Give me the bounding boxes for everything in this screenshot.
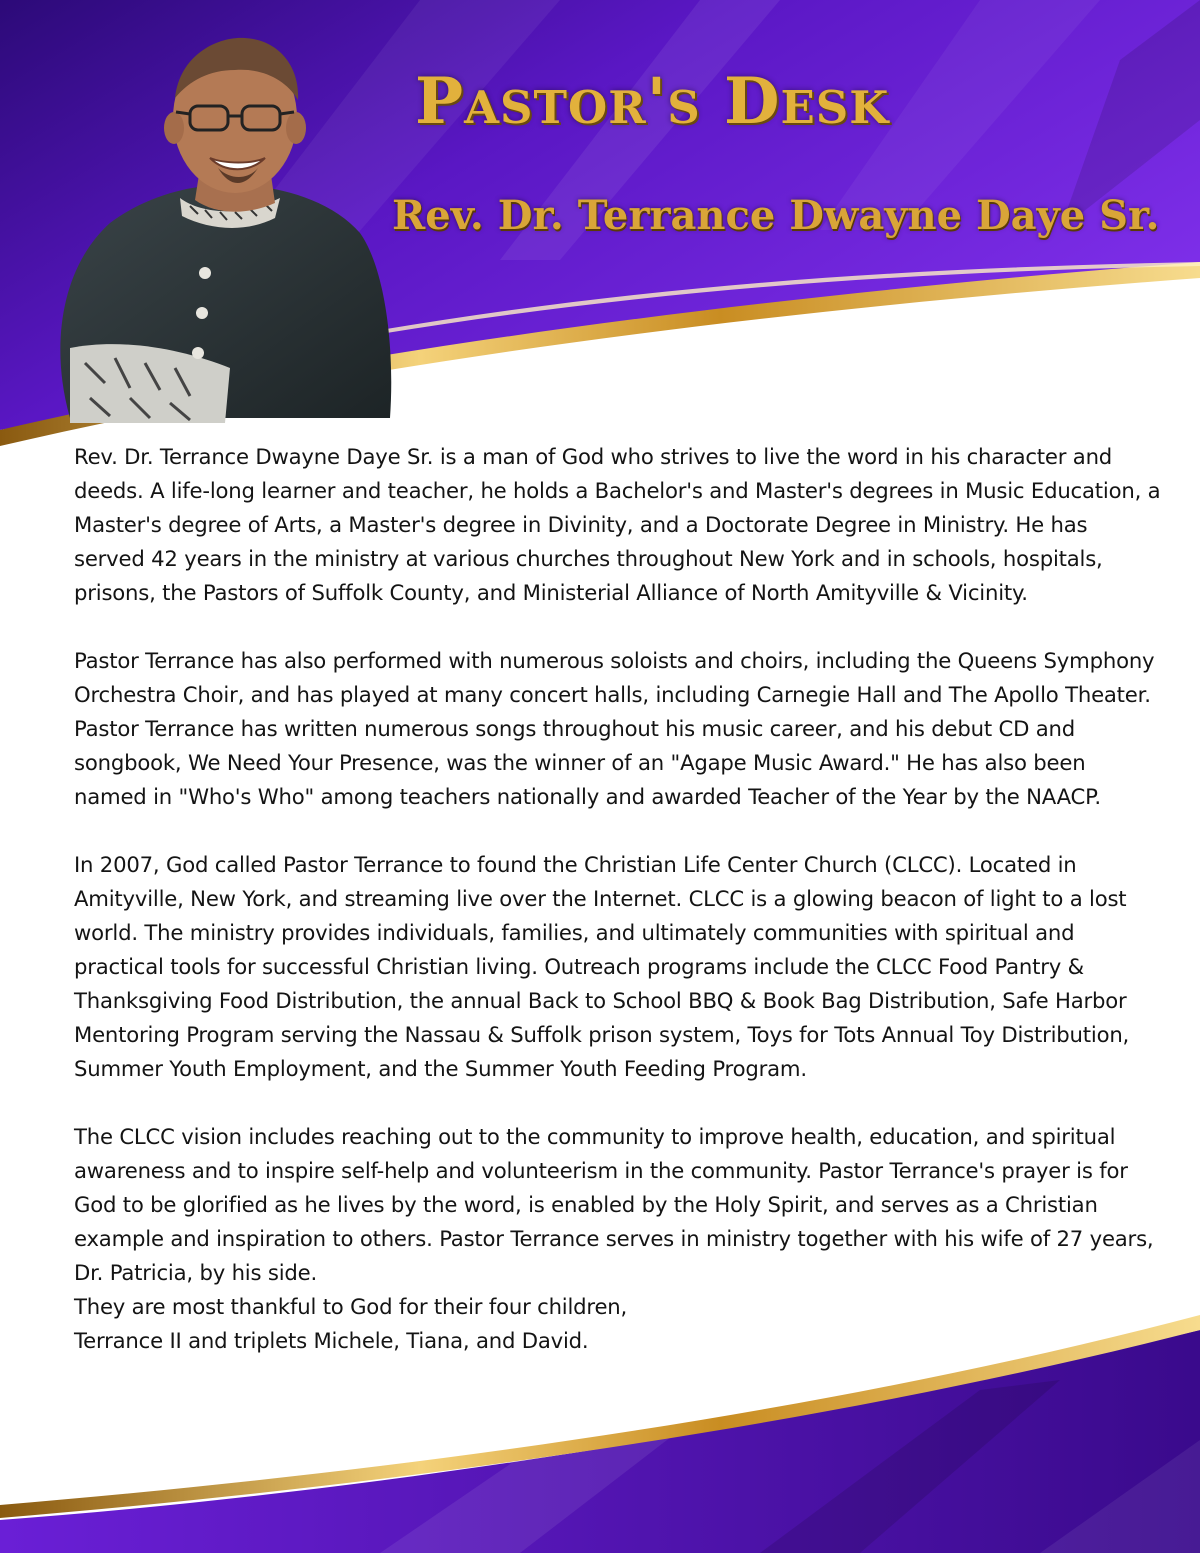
portrait-button [192,347,204,359]
biography [74,440,1164,1358]
pastor-name-subtitle: Rev. Dr. Terrance Dwayne Daye Sr. [392,192,1160,239]
pastor-portrait [30,18,400,438]
closing-line: Terrance II and triplets Michele, Tiana, and David. [74,1328,589,1353]
bio-paragraph: In 2007, God called Pastor Terrance to found the Christian Life Center Church (CLCC). Located in Amityville, New York, and streaming live over the Internet. CLCC is a glowing beacon of light to a lost world. The ministry provides individuals, families, and ultimately communities with spiritual and practical tools for successful Christian living. Outreach programs include the CLCC Food Pantry & Thanksgiving Food Distribution, the annual Back to School BBQ & Book Bag Distribution, Safe Harbor Mentoring Program serving the Nassau & Suffolk prison system, Toys for Tots Annual Toy Distribution, Summer Youth Employment, and the Summer Youth Feeding Program. [74,852,1130,1081]
closing-line: They are most thankful to God for their four children, [74,1294,628,1319]
portrait-button [196,307,208,319]
bio-paragraph: Pastor Terrance has also performed with numerous soloists and choirs, including the Queens Symphony Orchestra Choir, and has played at many concert halls, including Carnegie Hall and The Apollo Theater. Pastor Terrance has written numerous songs throughout his music career, and his debut CD and songbook, We Need Your Presence, was the winner of an "Agape Music Award." He has also been named in "Who's Who" among teachers nationally and awarded Teacher of the Year by the NAACP. [74,648,1155,809]
portrait-button [199,267,211,279]
bio-paragraph: Rev. Dr. Terrance Dwayne Daye Sr. is a man of God who strives to live the word in his character and deeds. A life-long learner and teacher, he holds a Bachelor's and Master's degrees in Music Education, a Master's degree of Arts, a Master's degree in Divinity, and a Doctorate Degree in Ministry. He has served 42 years in the ministry at various churches throughout New York and in schools, hospitals, prisons, the Pastors of Suffolk County, and Ministerial Alliance of North Amityville & Vicinity. [74,444,1161,605]
bio-paragraph: The CLCC vision includes reaching out to the community to improve health, education, and spiritual awareness and to inspire self-help and volunteerism in the community. Pastor Terrance's prayer is for God to be glorified as he lives by the word, is enabled by the Holy Spirit, and serves as a Christian example and inspiration to others. Pastor Terrance serves in ministry together with his wife of 27 years, Dr. Patricia, by his side. [74,1124,1154,1285]
page-title: Pastor's Desk [415,64,890,139]
